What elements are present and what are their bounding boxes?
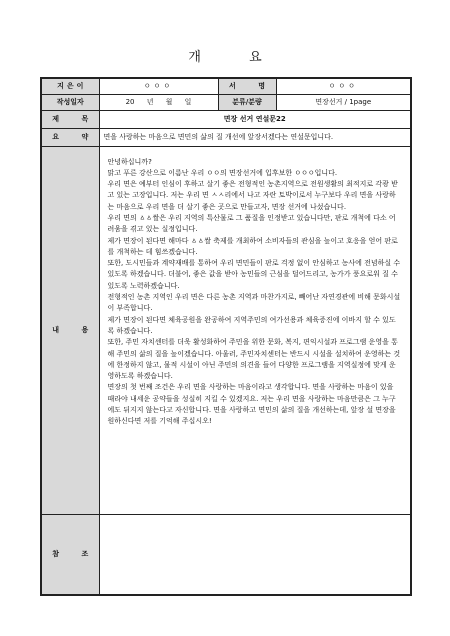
- author-value: ㅇㅇㅇ: [99, 78, 218, 94]
- content-paragraph: 제가 면장이 된다면 해마다 ㅿㅿ쌀 축제를 개최하여 소비자들의 관심을 높이고 호응을 얻어 판로를 개척하는 데 힘쓰겠습니다.: [107, 236, 398, 256]
- date-value: 20 년 월 일: [99, 94, 218, 110]
- author-label: 지은이: [41, 78, 99, 94]
- date-label: 작성일자: [41, 94, 99, 110]
- content-paragraph: 안녕하십니까?: [107, 157, 152, 166]
- content-paragraph: 또한, 주민 자치센터를 더욱 활성화하여 주민을 위한 문화, 복지, 편익시설과 프로그램 운영을 통해 주민의 삶의 질을 높이겠습니다. 아울러, 주민자치센터는 반드시 시설을 설치하여 운영하는 것에 한정하지 않고, 물적 시설이 아닌 주민의 의견을 들어 다양한 프로그램을 지역실정에 맞게 운영하도록 하겠습니다.: [107, 338, 401, 381]
- content-paragraph: 맑고 푸른 강산으로 이름난 우리 ㅇㅇ의 면장선거에 입후보한 ㅇㅇㅇ입니다.: [107, 168, 338, 177]
- content-paragraph: 또한, 도시민들과 계약재배를 통하여 우리 면민들이 판로 걱정 없이 안심하고 농사에 전념하실 수 있도록 하겠습니다. 더불어, 좋은 값을 받아 농민들의 근심을 덜어드리고, 농가가 풍요로워 질 수 있도록 노력하겠습니다.: [107, 259, 401, 290]
- signature-value: ㅇㅇㅇ: [276, 78, 411, 94]
- content-paragraph: 면장의 첫 번째 조건은 우리 면을 사랑하는 마음이라고 생각합니다. 면을 사랑하는 마음이 있을 때라야 내세운 공약들을 성실히 지킬 수 있겠지요. 저는 우리 면을 사랑하는 마음만큼은 그 누구에도 뒤지지 않는다고 자신합니다. 면을 사랑하고 면민의 삶의 질을 개선하는데, 앞장 설 면장을 원하신다면 저를 기억해 주십시오!: [107, 383, 396, 426]
- reference-label: 참 조: [41, 514, 99, 595]
- summary-label: 요 약: [41, 128, 99, 146]
- content-paragraph: 우리 면의 ㅿㅿ쌀은 우리 지역의 특산물로 그 품질을 인정받고 있습니다만, 판로 개척에 다소 어려움을 겪고 있는 실정입니다.: [107, 213, 396, 234]
- page-title: 개 요: [188, 50, 284, 65]
- document-form: [40, 77, 412, 596]
- subject-value: 면장 선거 연설문22: [99, 110, 411, 128]
- content-paragraph: 제가 면장이 된다면 체육공원을 완공하여 지역주민의 여가선용과 체육증진에 이바지 할 수 있도록 하겠습니다.: [107, 315, 396, 335]
- category-value: 면장선거 / 1page: [276, 94, 411, 110]
- content-body: [99, 146, 411, 514]
- content-paragraph: 전형적인 농촌 지역인 우리 면은 다른 농촌 지역과 마찬가지로, 빼어난 자연경관에 비해 문화시설이 부족합니다.: [107, 293, 401, 313]
- content-label: 내 용: [41, 146, 99, 514]
- signature-label: 서 명: [218, 78, 276, 94]
- content-paragraph: 우리 면은 예부터 인심이 후하고 살기 좋은 전형적인 농촌지역으로 전원생활의 최적지로 각광 받고 있는 고장입니다. 저는 우리 면 ㅅㅅ리에서 나고 자란 토박이로서 누구보다 우리 면을 사랑하는 마음으로 우리 면을 더 살기 좋은 곳으로 만들고자, 면장 선거에 나섰습니다.: [107, 180, 398, 211]
- summary-value: 면을 사랑하는 마음으로 면민의 삶의 질 개선에 앞장서겠다는 연설문입니다.: [99, 128, 411, 146]
- category-label: 분류/분량: [218, 94, 276, 110]
- reference-value: [99, 514, 411, 595]
- subject-label: 제 목: [41, 110, 99, 128]
